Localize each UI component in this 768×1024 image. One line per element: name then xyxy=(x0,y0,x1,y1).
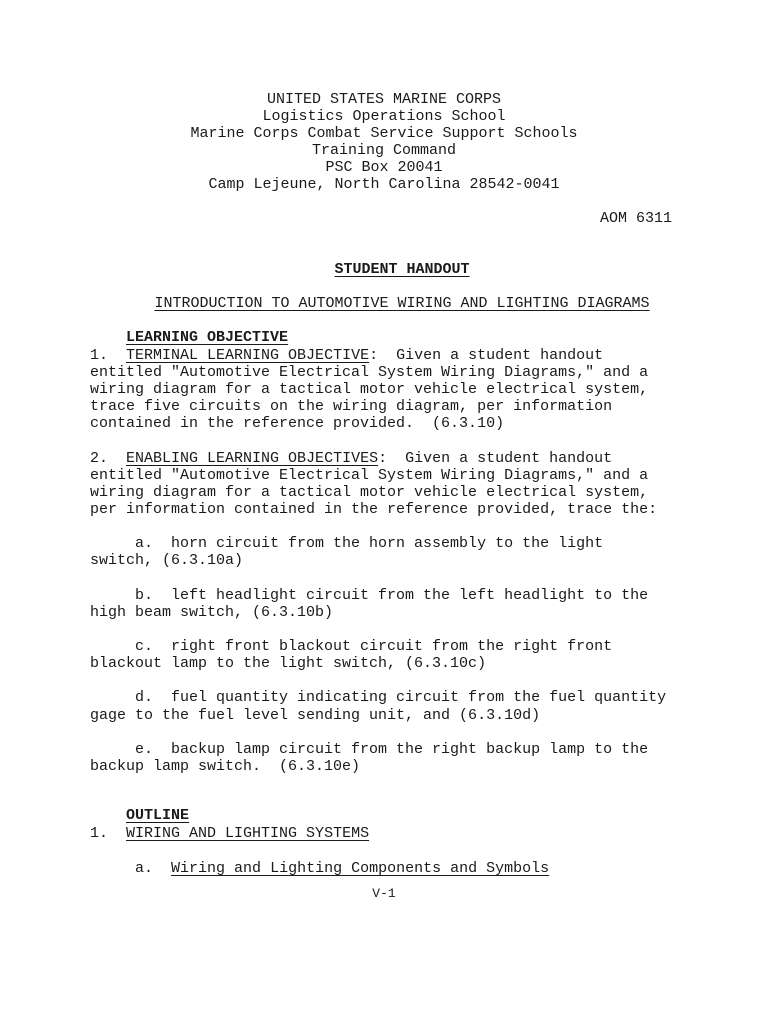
tlo-line: trace five circuits on the wiring diagram, per information xyxy=(90,398,613,415)
elo-line1-rest: : Given a student handout xyxy=(378,450,613,467)
tlo-line: wiring diagram for a tactical motor vehicle electrical system, xyxy=(90,381,649,398)
tlo-line1-rest: : Given a student handout xyxy=(369,347,604,364)
letterhead-line: Logistics Operations School xyxy=(262,108,506,125)
letterhead-line: UNITED STATES MARINE CORPS xyxy=(266,91,502,108)
list-item-line: switch, (6.3.10a) xyxy=(90,552,244,569)
document-code: AOM 6311 xyxy=(600,210,673,227)
elo-number: 2. xyxy=(90,450,109,467)
document-title-text: STUDENT HANDOUT xyxy=(334,261,470,278)
list-item-line: c. right front blackout circuit from the right front xyxy=(90,638,613,655)
list-item-line: backup lamp switch. (6.3.10e) xyxy=(90,758,361,775)
letterhead-line: Marine Corps Combat Service Support Schools xyxy=(190,125,578,142)
outline-section-number: 1. xyxy=(90,825,109,842)
list-item-line: d. fuel quantity indicating circuit from the fuel quantity xyxy=(90,689,667,706)
tlo-line: contained in the reference provided. (6.3.10) xyxy=(90,415,505,432)
elo-label: ENABLING LEARNING OBJECTIVES xyxy=(126,450,379,467)
outline-section xyxy=(90,825,369,842)
elo-line: per information contained in the reference provided, trace the: xyxy=(90,501,658,518)
list-item-line: b. left headlight circuit from the left headlight to the xyxy=(90,587,649,604)
outline-heading-text: OUTLINE xyxy=(126,807,190,824)
page-number: V-1 xyxy=(372,886,396,901)
list-item-line: blackout lamp to the light switch, (6.3.10c) xyxy=(90,655,487,672)
outline-subsection xyxy=(90,860,549,877)
tlo-line: entitled "Automotive Electrical System Wiring Diagrams," and a xyxy=(90,364,649,381)
tlo-first-line xyxy=(90,347,603,364)
list-item-line: gage to the fuel level sending unit, and (6.3.10d) xyxy=(90,707,541,724)
list-item-line: e. backup lamp circuit from the right backup lamp to the xyxy=(90,741,649,758)
letterhead-line: Training Command xyxy=(311,142,457,159)
list-item-line: high beam switch, (6.3.10b) xyxy=(90,604,334,621)
letterhead-line: Camp Lejeune, North Carolina 28542-0041 xyxy=(208,176,560,193)
list-item-line: a. horn circuit from the horn assembly to the light xyxy=(90,535,604,552)
outline-sub-label: Wiring and Lighting Components and Symbols xyxy=(171,860,550,877)
document-subtitle-text: INTRODUCTION TO AUTOMOTIVE WIRING AND LIGHTING DIAGRAMS xyxy=(154,295,650,312)
letterhead-line: PSC Box 20041 xyxy=(325,159,443,176)
outline-sub-letter: a. xyxy=(135,860,154,877)
tlo-label: TERMINAL LEARNING OBJECTIVE xyxy=(126,347,370,364)
outline-section-label: WIRING AND LIGHTING SYSTEMS xyxy=(126,825,370,842)
tlo-number: 1. xyxy=(90,347,109,364)
elo-line: wiring diagram for a tactical motor vehicle electrical system, xyxy=(90,484,649,501)
learning-objective-heading-text: LEARNING OBJECTIVE xyxy=(126,329,289,346)
elo-first-line xyxy=(90,450,612,467)
elo-line: entitled "Automotive Electrical System Wiring Diagrams," and a xyxy=(90,467,649,484)
